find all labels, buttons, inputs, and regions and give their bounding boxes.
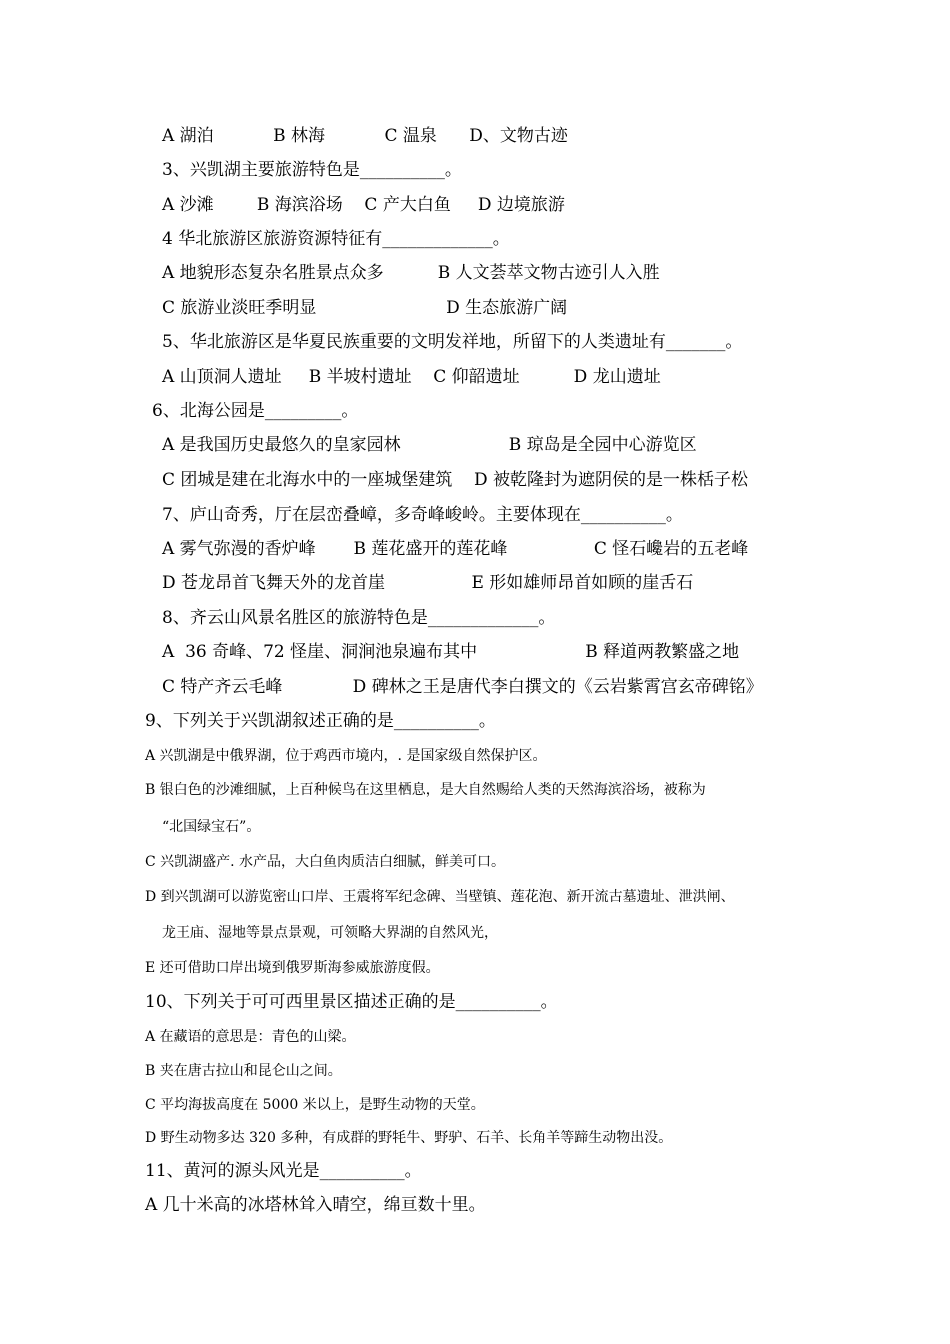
line-q10: 10、下列关于可可西里景区描述正确的是__________。: [145, 992, 558, 1012]
line-q2-options: A 湖泊 B 林海 C 温泉 D、文物古迹: [162, 126, 568, 146]
line-q8-options-cd: C 特产齐云毛峰 D 碑林之王是唐代李白撰文的《云岩紫霄宫玄帝碑铭》: [162, 677, 763, 697]
line-q9-option-b: B 银白色的沙滩细腻，上百种候鸟在这里栖息，是大自然赐给人类的天然海滨浴场，被称为: [145, 782, 706, 798]
line-q9-option-a: A 兴凯湖是中俄界湖，位于鸡西市境内，. 是国家级自然保护区。: [145, 748, 547, 764]
line-q9-option-b-cont: “北国绿宝石”。: [162, 819, 261, 835]
line-q5: 5、华北旅游区是华夏民族重要的文明发祥地，所留下的人类遗址有_______。: [162, 332, 743, 352]
line-q10-option-c: C 平均海拔高度在 5000 米以上，是野生动物的天堂。: [145, 1097, 485, 1113]
line-q4-options-ab: A 地貌形态复杂名胜景点众多 B 人文荟萃文物古迹引人入胜: [162, 263, 660, 283]
line-q9-option-c: C 兴凯湖盛产. 水产品，大白鱼肉质洁白细腻，鲜美可口。: [145, 854, 506, 870]
line-q8-options-ab: A 36 奇峰、72 怪崖、洞涧池泉遍布其中 B 释道两教繁盛之地: [162, 642, 740, 662]
line-q10-option-a: A 在藏语的意思是：青色的山梁。: [145, 1029, 356, 1045]
line-q9: 9、下列关于兴凯湖叙述正确的是__________。: [145, 711, 496, 731]
line-q10-option-b: B 夹在唐古拉山和昆仑山之间。: [145, 1063, 342, 1079]
line-q6-options-ab: A 是我国历史最悠久的皇家园林 B 琼岛是全园中心游览区: [162, 435, 697, 455]
line-q4: 4 华北旅游区旅游资源特征有_____________。: [162, 229, 510, 249]
line-q6-options-cd: C 团城是建在北海水中的一座城堡建筑 D 被乾隆封为遮阴侯的是一株栝子松: [162, 470, 749, 490]
line-q8: 8、齐云山风景名胜区的旅游特色是_____________。: [162, 608, 556, 628]
line-q9-option-d-cont: 龙王庙、湿地等景点景观，可领略大界湖的自然风光，: [162, 925, 498, 941]
line-q9-option-d: D 到兴凯湖可以游览密山口岸、王震将军纪念碑、当壁镇、莲花泡、新开流古墓遗址、泄洪闸、: [145, 889, 735, 905]
line-q6: 6、北海公园是_________。: [152, 401, 359, 421]
line-q11-option-a: A 几十米高的冰塔林耸入晴空，绵亘数十里。: [145, 1195, 486, 1215]
line-q3-options: A 沙滩 B 海滨浴场 C 产大白鱼 D 边境旅游: [162, 195, 565, 215]
line-q11: 11、黄河的源头风光是__________。: [145, 1161, 422, 1181]
line-q7-options-abc: A 雾气弥漫的香炉峰 B 莲花盛开的莲花峰 C 怪石巉岩的五老峰: [162, 539, 749, 559]
line-q5-options: A 山顶洞人遗址 B 半坡村遗址 C 仰韶遗址 D 龙山遗址: [162, 367, 661, 387]
line-q4-options-cd: C 旅游业淡旺季明显 D 生态旅游广阔: [162, 298, 568, 318]
line-q7: 7、庐山奇秀，厅在层峦叠嶂，多奇峰峻岭。主要体现在__________。: [162, 505, 683, 525]
line-q7-options-de: D 苍龙昂首飞舞天外的龙首崖 E 形如雄师昂首如顾的崖舌石: [162, 573, 694, 593]
line-q10-option-d: D 野生动物多达 320 多种，有成群的野牦牛、野驴、石羊、长角羊等蹄生动物出没。: [145, 1130, 673, 1146]
line-q9-option-e: E 还可借助口岸出境到俄罗斯海参威旅游度假。: [145, 960, 440, 976]
line-q3: 3、兴凯湖主要旅游特色是__________。: [162, 160, 462, 180]
